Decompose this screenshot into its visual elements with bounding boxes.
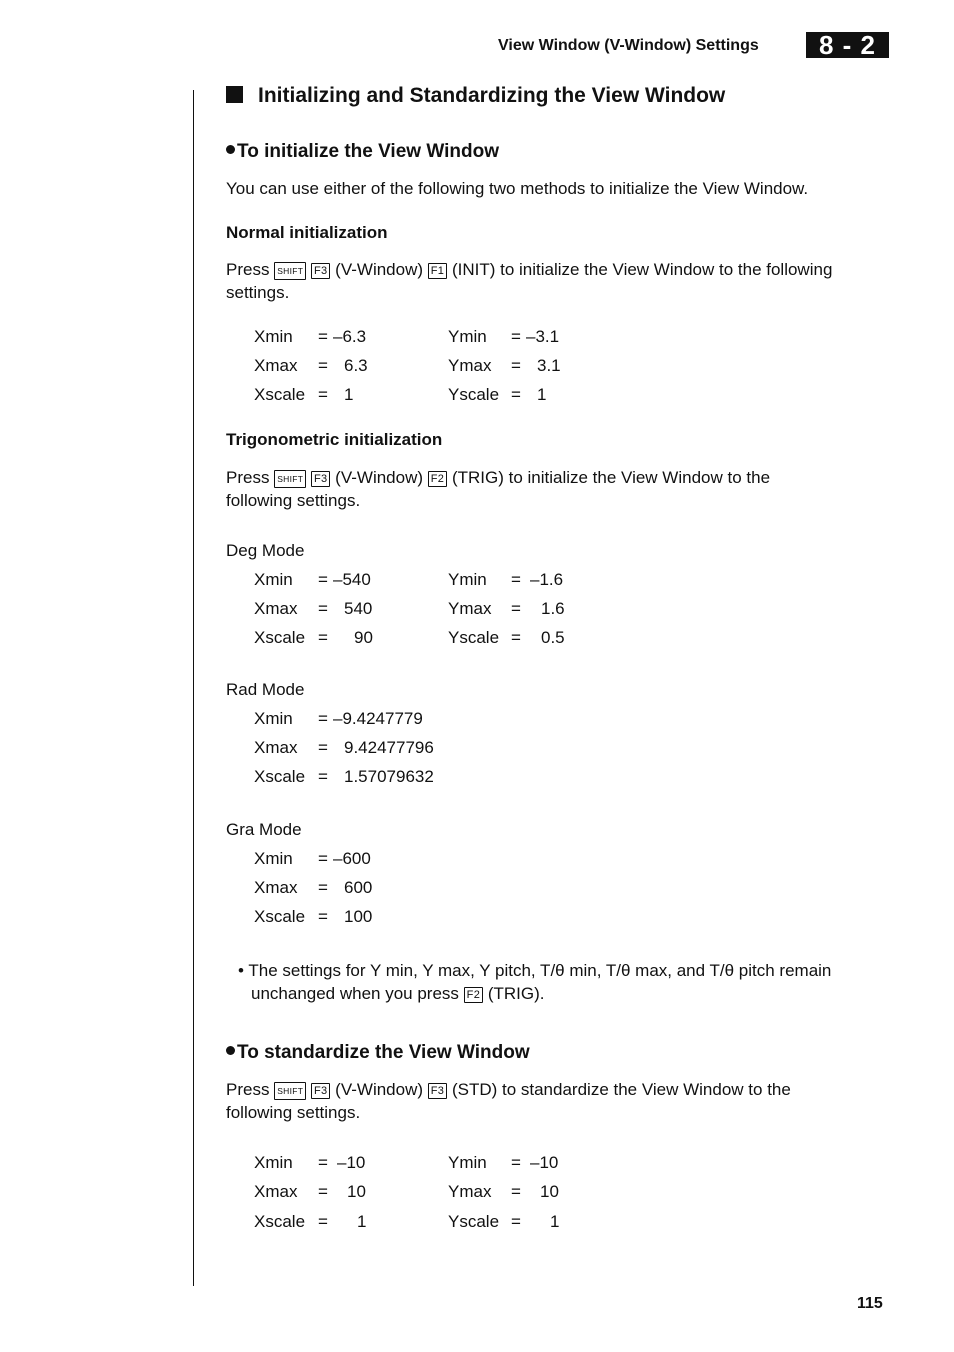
vwindow-text: (V-Window) bbox=[335, 1080, 424, 1099]
note-bullet: • bbox=[238, 961, 244, 980]
equals-sign: = bbox=[318, 738, 328, 757]
equals-sign: = bbox=[318, 356, 328, 375]
equals-sign: = bbox=[318, 878, 328, 897]
f3-key-icon: F3 bbox=[311, 471, 330, 487]
section-title-text: Initializing and Standardizing the View Window bbox=[258, 84, 726, 107]
trig-init-rest: (TRIG) to initialize the View Window to the bbox=[451, 468, 771, 487]
shift-key-icon: SHIFT bbox=[274, 262, 306, 280]
param-name: Yscale bbox=[448, 628, 500, 647]
f3-key-icon: F3 bbox=[428, 1083, 447, 1099]
param-name: Xmin bbox=[254, 1153, 293, 1172]
param-name: Ymin bbox=[448, 570, 487, 589]
f3-key-icon: F3 bbox=[311, 1083, 330, 1099]
param-name: Xmin bbox=[254, 570, 293, 589]
equals-sign: = bbox=[318, 628, 328, 647]
param-value: 100 bbox=[344, 907, 373, 926]
gra-mode-label: Gra Mode bbox=[226, 820, 302, 839]
press-text: Press bbox=[226, 468, 270, 487]
std-rest: (STD) to standardize the View Window to the bbox=[451, 1080, 791, 1099]
param-value: 1.6 bbox=[541, 599, 565, 618]
param-value: –9.4247779 bbox=[333, 709, 423, 728]
param-name: Xmin bbox=[254, 327, 293, 346]
param-name: Xscale bbox=[254, 1212, 306, 1231]
equals-sign: = bbox=[318, 709, 328, 728]
std-line1 bbox=[226, 1078, 791, 1101]
param-name: Xmax bbox=[254, 738, 298, 757]
note-text-trig: (TRIG). bbox=[487, 984, 545, 1003]
f1-key-icon: F1 bbox=[428, 263, 447, 279]
vwindow-text: (V-Window) bbox=[335, 468, 424, 487]
equals-sign: = bbox=[318, 599, 328, 618]
param-name: Xscale bbox=[254, 907, 306, 926]
black-square-icon bbox=[226, 86, 243, 103]
param-value: –6.3 bbox=[333, 327, 367, 346]
param-name: Xscale bbox=[254, 628, 306, 647]
std-line2: following settings. bbox=[226, 1103, 361, 1122]
param-name: Ymin bbox=[448, 1153, 487, 1172]
equals-sign: = bbox=[511, 1153, 521, 1172]
param-value: 10 bbox=[347, 1182, 366, 1201]
param-name: Yscale bbox=[448, 385, 500, 404]
left-margin-rule bbox=[193, 90, 194, 1286]
trig-note-line2 bbox=[251, 982, 545, 1005]
param-value: –600 bbox=[333, 849, 371, 868]
init-intro: You can use either of the following two methods to initialize the View Window. bbox=[226, 179, 809, 198]
param-value: 600 bbox=[344, 878, 373, 897]
press-text: Press bbox=[226, 260, 270, 279]
param-name: Xmax bbox=[254, 878, 298, 897]
init-heading bbox=[226, 141, 499, 163]
f3-key-icon: F3 bbox=[311, 263, 330, 279]
param-value: 9.42477796 bbox=[344, 738, 434, 757]
equals-sign: = bbox=[318, 849, 328, 868]
equals-sign: = bbox=[511, 385, 521, 404]
running-header-title: View Window (V-Window) Settings bbox=[498, 37, 759, 54]
bullet-icon bbox=[226, 1046, 235, 1055]
param-name: Xmin bbox=[254, 849, 293, 868]
press-text: Press bbox=[226, 1080, 270, 1099]
f2-key-icon: F2 bbox=[464, 987, 483, 1003]
param-value: 0.5 bbox=[541, 628, 565, 647]
param-name: Xmax bbox=[254, 1182, 298, 1201]
param-name: Xscale bbox=[254, 767, 306, 786]
equals-sign: = bbox=[318, 327, 328, 346]
param-value: –1.6 bbox=[530, 570, 564, 589]
param-name: Ymax bbox=[448, 356, 492, 375]
page-number: 115 bbox=[857, 1295, 883, 1312]
param-name: Xmax bbox=[254, 356, 298, 375]
param-value: 540 bbox=[344, 599, 373, 618]
param-value: 10 bbox=[540, 1182, 559, 1201]
rad-mode-label: Rad Mode bbox=[226, 680, 305, 699]
param-value: 6.3 bbox=[344, 356, 368, 375]
normal-init-line1 bbox=[226, 258, 832, 281]
shift-key-icon: SHIFT bbox=[274, 1082, 306, 1100]
shift-key-icon: SHIFT bbox=[274, 470, 306, 488]
param-name: Ymax bbox=[448, 1182, 492, 1201]
param-name: Xscale bbox=[254, 385, 306, 404]
bullet-icon bbox=[226, 145, 235, 154]
equals-sign: = bbox=[318, 767, 328, 786]
equals-sign: = bbox=[318, 1182, 328, 1201]
param-value: 90 bbox=[354, 628, 373, 647]
param-value: –540 bbox=[333, 570, 371, 589]
param-name: Ymin bbox=[448, 327, 487, 346]
param-value: –10 bbox=[337, 1153, 366, 1172]
std-heading-text: To standardize the View Window bbox=[237, 1042, 530, 1063]
normal-init-rest: (INIT) to initialize the View Window to the following bbox=[451, 260, 833, 279]
param-name: Yscale bbox=[448, 1212, 500, 1231]
param-name: Xmin bbox=[254, 709, 293, 728]
param-name: Xmax bbox=[254, 599, 298, 618]
init-heading-text: To initialize the View Window bbox=[237, 141, 499, 162]
equals-sign: = bbox=[511, 1182, 521, 1201]
normal-init-label: Normal initialization bbox=[226, 223, 388, 242]
param-value: 1 bbox=[357, 1212, 367, 1231]
equals-sign: = bbox=[318, 570, 328, 589]
equals-sign: = bbox=[511, 327, 521, 346]
trig-init-line2: following settings. bbox=[226, 491, 361, 510]
equals-sign: = bbox=[511, 599, 521, 618]
trig-note bbox=[238, 959, 888, 982]
deg-mode-label: Deg Mode bbox=[226, 541, 305, 560]
param-value: 1.57079632 bbox=[344, 767, 434, 786]
param-name: Ymax bbox=[448, 599, 492, 618]
param-value: –10 bbox=[530, 1153, 559, 1172]
equals-sign: = bbox=[511, 356, 521, 375]
note-text-line2: unchanged when you press bbox=[251, 984, 459, 1003]
equals-sign: = bbox=[511, 628, 521, 647]
param-value: –3.1 bbox=[526, 327, 560, 346]
vwindow-text: (V-Window) bbox=[335, 260, 424, 279]
note-text-line1: The settings for Y min, Y max, Y pitch, T/θ min, T/θ max, and T/θ pitch remain bbox=[248, 961, 832, 980]
section-number-badge: 8 - 2 bbox=[806, 32, 889, 58]
param-value: 1 bbox=[344, 385, 354, 404]
equals-sign: = bbox=[318, 1153, 328, 1172]
section-title bbox=[226, 84, 725, 108]
trig-init-label: Trigonometric initialization bbox=[226, 430, 443, 449]
equals-sign: = bbox=[318, 1212, 328, 1231]
param-value: 3.1 bbox=[537, 356, 561, 375]
equals-sign: = bbox=[318, 385, 328, 404]
equals-sign: = bbox=[511, 1212, 521, 1231]
param-value: 1 bbox=[550, 1212, 560, 1231]
trig-init-line1 bbox=[226, 466, 770, 489]
f2-key-icon: F2 bbox=[428, 471, 447, 487]
param-value: 1 bbox=[537, 385, 547, 404]
equals-sign: = bbox=[511, 570, 521, 589]
std-heading bbox=[226, 1042, 530, 1064]
normal-init-line2: settings. bbox=[226, 283, 290, 302]
equals-sign: = bbox=[318, 907, 328, 926]
